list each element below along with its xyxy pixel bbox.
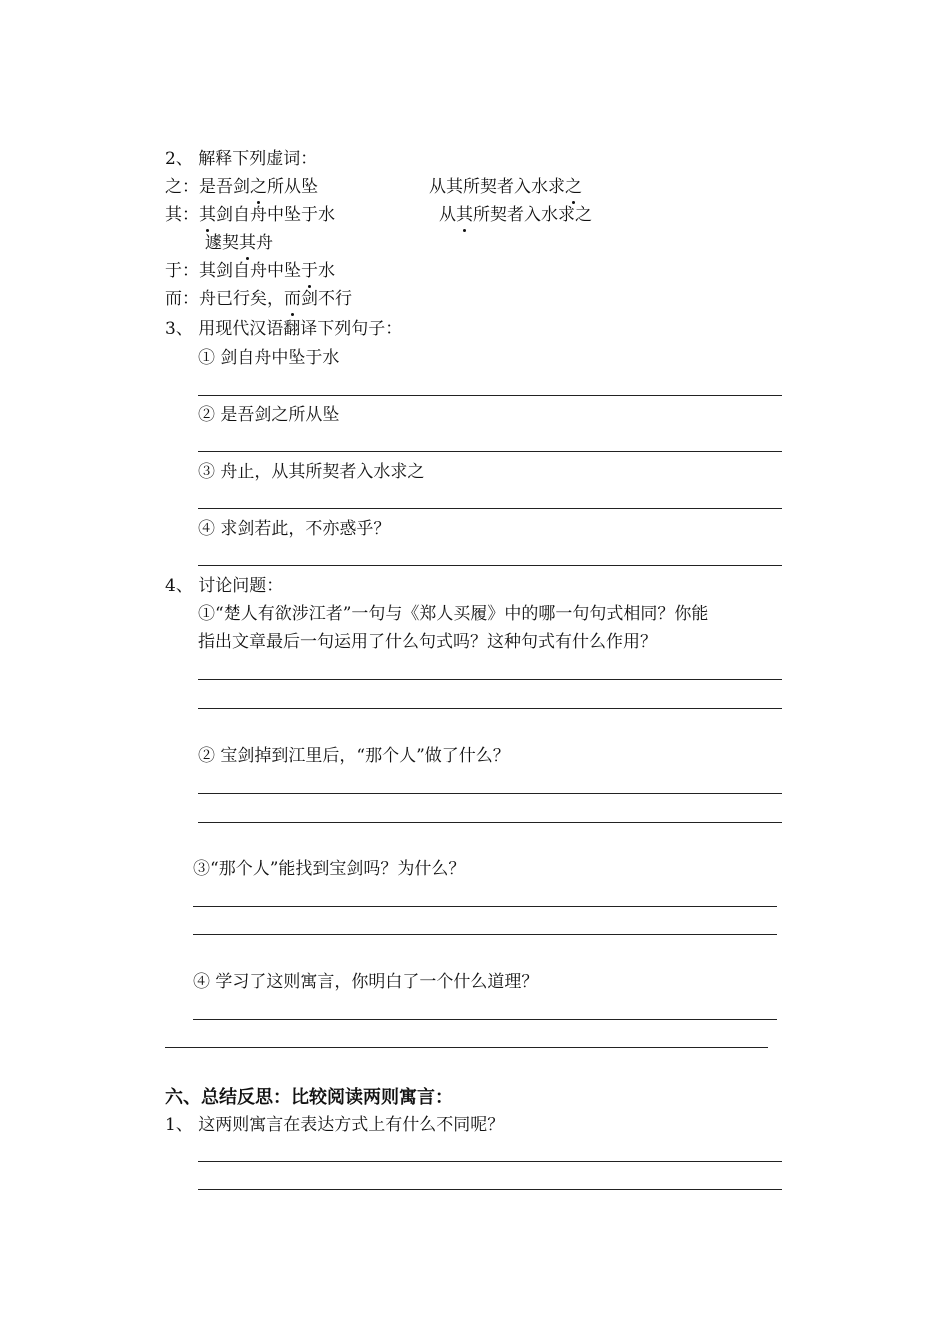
discussion-q1-line-2: 指出文章最后一句运用了什么句式吗？这种句式有什么作用？ (198, 632, 657, 652)
qi-example-3 (205, 232, 273, 254)
qi-example-1-post: 剑自舟中坠于水 (216, 205, 335, 225)
qi-example-2-post: 所契者入水求之 (473, 205, 592, 225)
qi-example-2-dotted-char: 其 (456, 205, 473, 225)
qi-example-3-dotted-char: 其 (239, 233, 256, 253)
section-6-heading: 六、总结反思：比较阅读两则寓言： (165, 1087, 453, 1108)
qi-example-2-pre: 从 (439, 205, 456, 225)
er-row (165, 288, 352, 310)
translate-item-3: ③ 舟止，从其所契者入水求之 (198, 462, 425, 482)
zhi-example-2-pre: 从其所契者入水求 (429, 177, 565, 197)
qi-example-2 (439, 204, 592, 226)
answer-line[interactable] (193, 906, 777, 907)
qi-example-1-dotted-char: 其 (199, 205, 216, 225)
zhi-example-2-dotted-char: 之 (565, 177, 582, 197)
answer-line[interactable] (198, 395, 782, 396)
zhi-example-2 (429, 176, 582, 198)
discussion-q3: ③“那个人”能找到宝剑吗？为什么？ (193, 859, 466, 879)
answer-line[interactable] (198, 679, 782, 680)
qi-label: 其： (165, 205, 199, 225)
zhi-example-1-pre: 是吾剑 (199, 177, 250, 197)
yu-example-post: 水 (318, 261, 335, 281)
translate-item-4: ④ 求剑若此，不亦惑乎？ (198, 519, 391, 539)
discussion-q1-line-1: ①“楚人有欲涉江者”一句与《郑人买履》中的哪一句句式相同？你能 (198, 604, 709, 624)
answer-line[interactable] (198, 1189, 782, 1190)
answer-line[interactable] (198, 708, 782, 709)
question-4-heading: 4、 讨论问题： (165, 576, 284, 596)
answer-line[interactable] (198, 822, 782, 823)
yu-example-pre: 其剑自舟中坠 (199, 261, 301, 281)
qi-row (165, 204, 335, 226)
er-example-pre: 舟已行矣， (199, 289, 284, 309)
answer-line[interactable] (193, 1019, 777, 1020)
qi-example-3-post: 舟 (256, 233, 273, 253)
discussion-q2: ② 宝剑掉到江里后，“那个人”做了什么？ (198, 746, 510, 766)
answer-line[interactable] (198, 508, 782, 509)
answer-line[interactable] (198, 565, 782, 566)
yu-row (165, 260, 335, 282)
section-6-question-1: 1、 这两则寓言在表达方式上有什么不同呢？ (165, 1115, 505, 1135)
er-example-dotted-char: 而 (284, 289, 301, 309)
yu-label: 于： (165, 261, 199, 281)
yu-example-dotted-char: 于 (301, 261, 318, 281)
answer-line[interactable] (198, 1161, 782, 1162)
qi-example-3-pre: 遽契 (205, 233, 239, 253)
discussion-q4: ④ 学习了这则寓言，你明白了一个什么道理？ (193, 972, 539, 992)
zhi-example-1-post: 所从坠 (267, 177, 318, 197)
translate-item-2: ② 是吾剑之所从坠 (198, 405, 340, 425)
translate-item-1: ① 剑自舟中坠于水 (198, 348, 340, 368)
answer-line[interactable] (193, 934, 777, 935)
answer-line[interactable] (165, 1047, 768, 1048)
question-3-heading: 3、 用现代汉语翻译下列句子： (165, 319, 403, 339)
er-label: 而： (165, 289, 199, 309)
zhi-label: 之： (165, 177, 199, 197)
answer-line[interactable] (198, 451, 782, 452)
answer-line[interactable] (198, 793, 782, 794)
question-2-heading: 2、 解释下列虚词： (165, 149, 318, 169)
er-example-post: 剑不行 (301, 289, 352, 309)
zhi-example-1-dotted-char: 之 (250, 177, 267, 197)
zhi-row (165, 176, 318, 198)
